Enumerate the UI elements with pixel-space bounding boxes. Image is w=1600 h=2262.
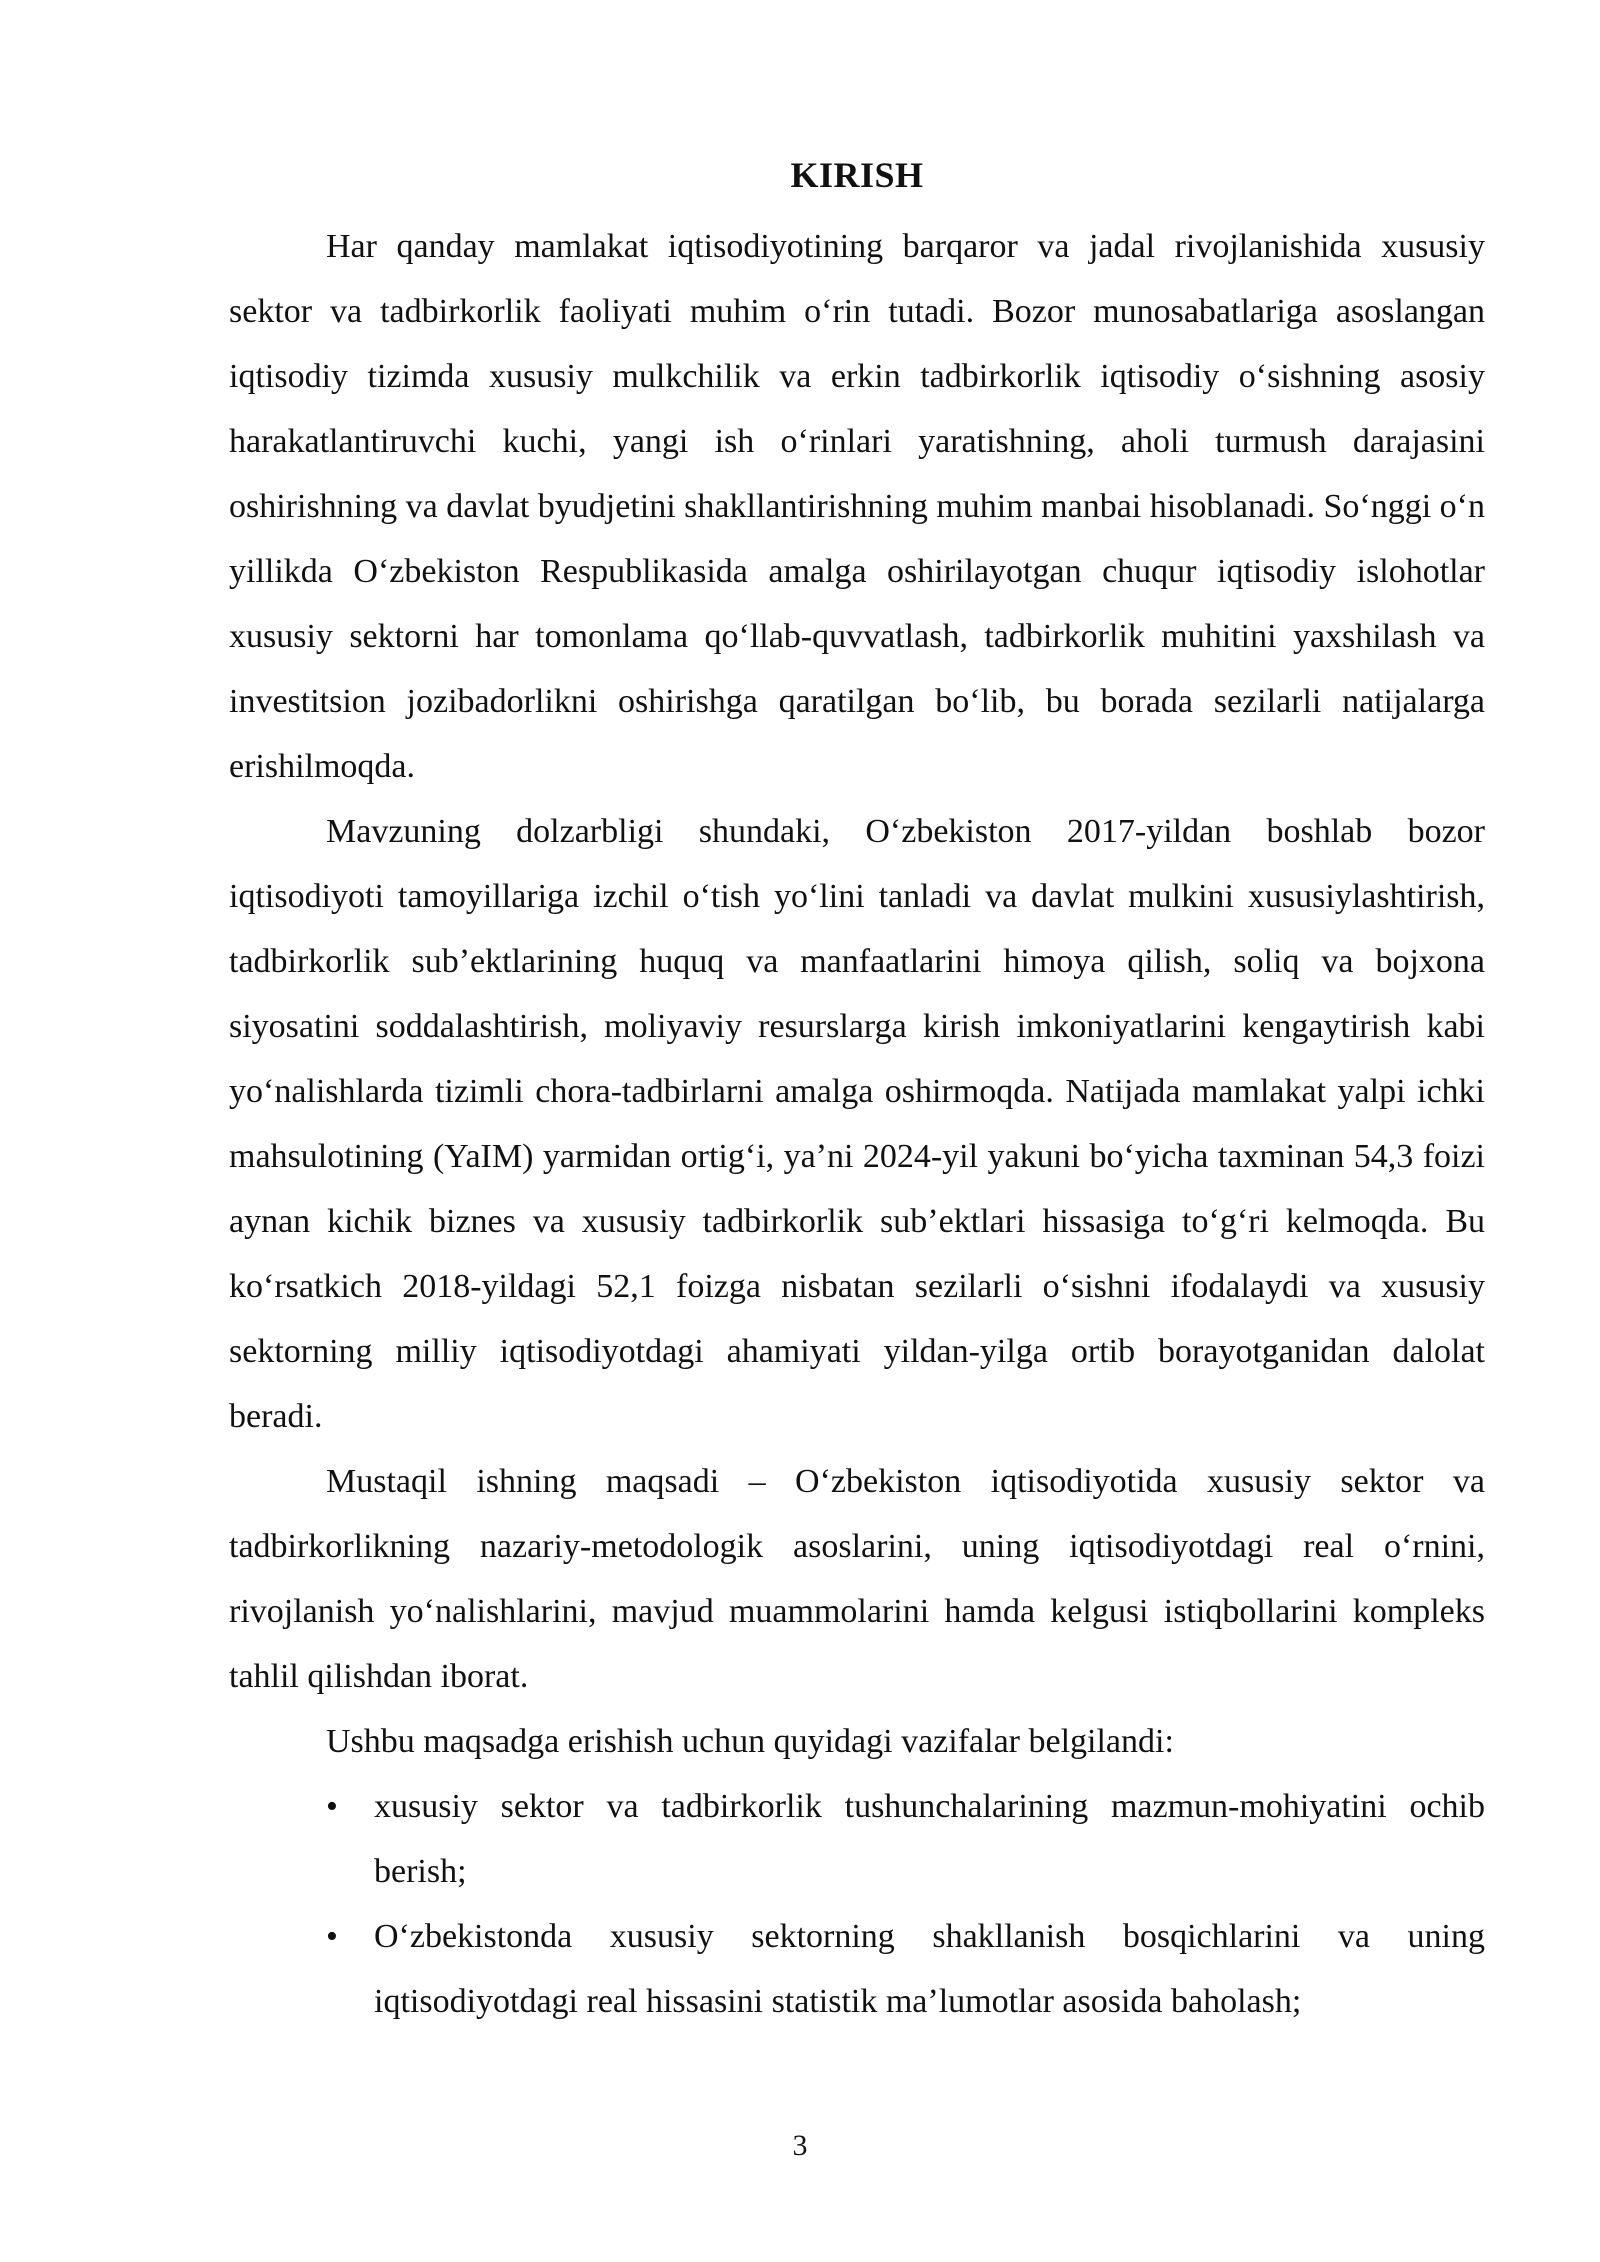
document-page [229,150,1485,2034]
list-item-text: Oʻzbekistonda xususiy sektorning shakllanish bosqichlarini va uning iqtisodiyotdagi real hissasini statistik maʼlumotlar asosida baholash; [374,1918,1485,2020]
list-item-text: xususiy sektor va tadbirkorlik tushunchalarining mazmun-mohiyatini ochib berish; [374,1788,1485,1890]
page-number: 3 [792,2129,808,2162]
paragraph-2: Mavzuning dolzarbligi shundaki, Oʻzbekiston 2017-yildan boshlab bozor iqtisodiyoti tamoyillariga izchil oʻtish yoʻlini tanladi va davlat mulkini xususiylashtirish, tadbirkorlik subʼektlarining huquq va manfaatlarini himoya qilish, soliq va bojxona siyosatini soddalashtirish, moliyaviy resurslarga kirish imkoniyatlarini kengaytirish kabi yoʻnalishlarda tizimli chora-tadbirlarni amalga oshirmoqda. Natijada mamlakat yalpi ichki mahsulotining (YaIM) yarmidan ortigʻi, yaʼni 2024-yil yakuni boʻyicha taxminan 54,3 foizi aynan kichik biznes va xususiy tadbirkorlik subʼektlari hissasiga toʻgʻri kelmoqda. Bu koʻrsatkich 2018-yildagi 52,1 foizga nisbatan sezilarli oʻsishni ifodalaydi va xususiy sektorning milliy iqtisodiyotdagi ahamiyati yildan-yilga ortib borayotganidan dalolat beradi. [229,813,1485,1435]
tasks-list [229,1774,1485,2034]
section-heading: KIRISH [790,155,924,195]
bullet-icon: • [326,1788,338,1825]
paragraph-1: Har qanday mamlakat iqtisodiyotining barqaror va jadal rivojlanishida xususiy sektor va tadbirkorlik faoliyati muhim oʻrin tutadi. Bozor munosabatlariga asoslangan iqtisodiy tizimda xususiy mulkchilik va erkin tadbirkorlik iqtisodiy oʻsishning asosiy harakatlantiruvchi kuchi, yangi ish oʻrinlari yaratishning, aholi turmush darajasini oshirishning va davlat byudjetini shakllantirishning muhim manbai hisoblanadi. Soʻnggi oʻn yillikda Oʻzbekiston Respublikasida amalga oshirilayotgan chuqur iqtisodiy islohotlar xususiy sektorni har tomonlama qoʻllab-quvvatlash, tadbirkorlik muhitini yaxshilash va investitsion jozibadorlikni oshirishga qaratilgan boʻlib, bu borada sezilarli natijalarga erishilmoqda. [229,228,1485,785]
tasks-intro: Ushbu maqsadga erishish uchun quyidagi vazifalar belgilandi: [326,1723,1174,1760]
list-item [229,1774,1485,1904]
paragraph-3: Mustaqil ishning maqsadi – Oʻzbekiston iqtisodiyotida xususiy sektor va tadbirkorlikning nazariy-metodologik asoslarini, uning iqtisodiyotdagi real oʻrnini, rivojlanish yoʻnalishlarini, mavjud muammolarini hamda kelgusi istiqbollarini kompleks tahlil qilishdan iborat. [229,1463,1485,1695]
list-item [229,1904,1485,2034]
bullet-icon: • [326,1918,338,1955]
